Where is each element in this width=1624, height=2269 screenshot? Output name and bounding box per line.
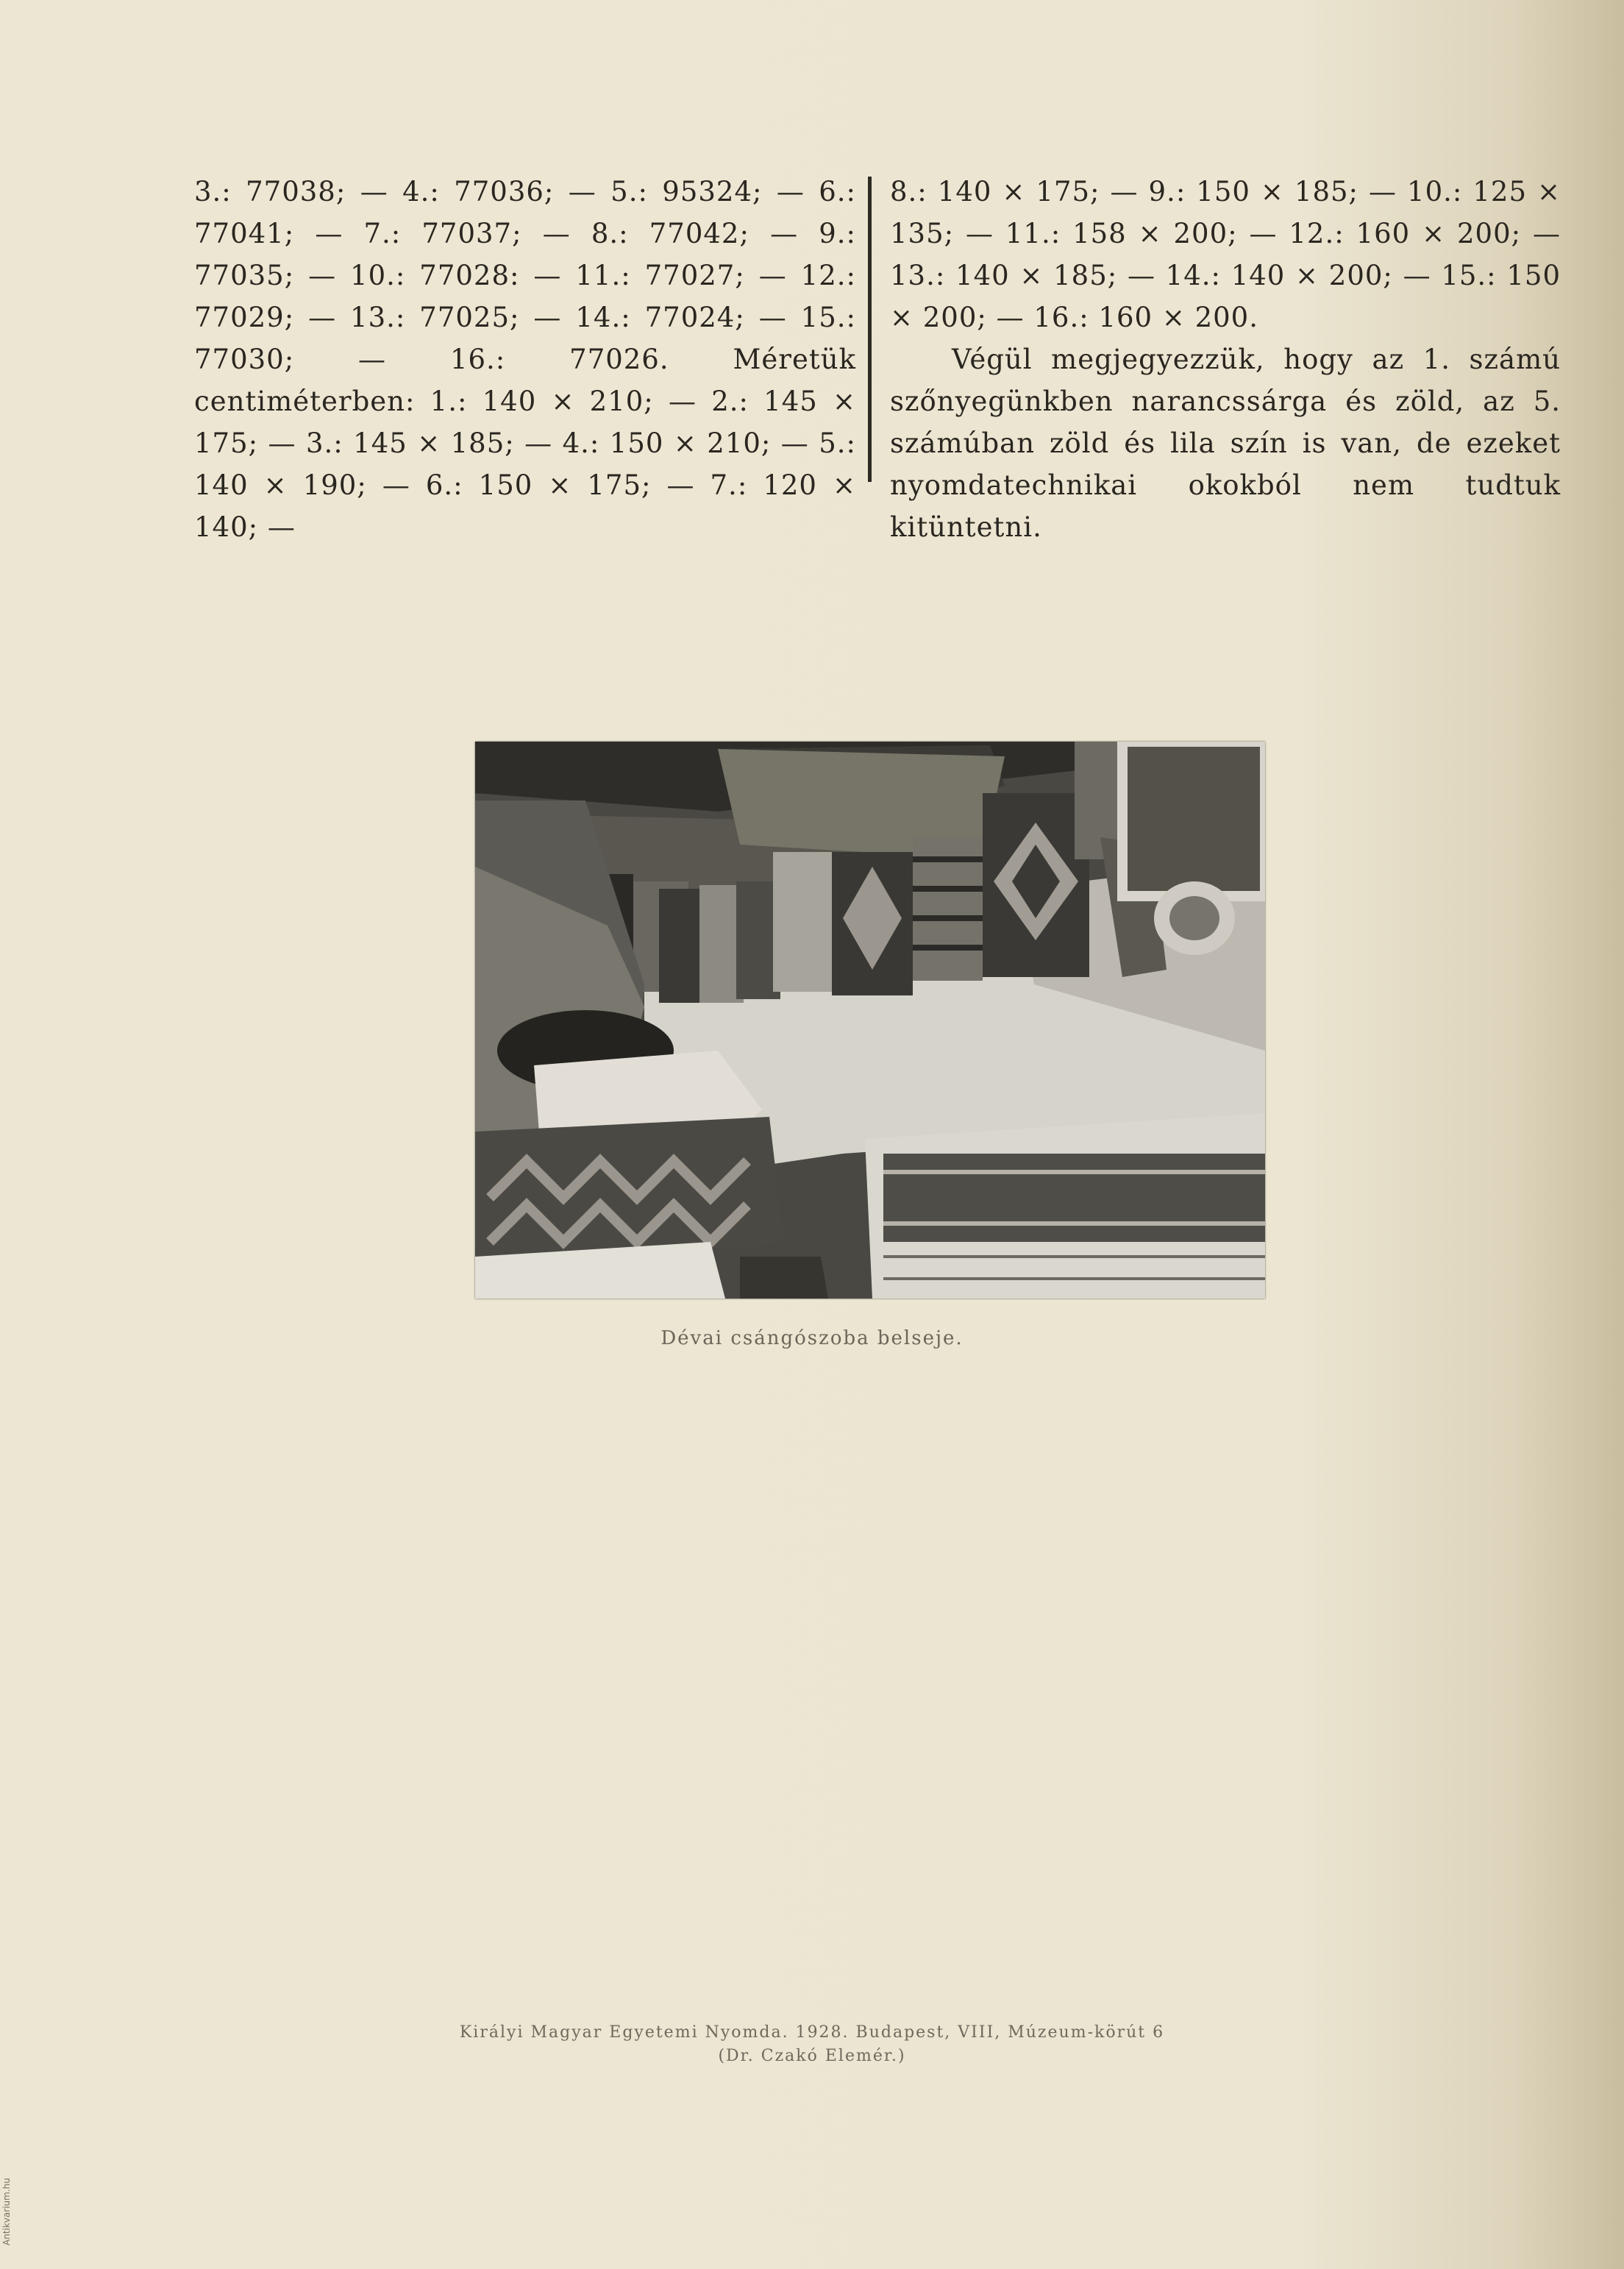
right-text-column <box>890 171 1561 548</box>
column-divider <box>868 177 872 482</box>
figure-caption: Dévai csángószoba belseje. <box>660 1327 964 1349</box>
photograph-illustration <box>475 742 1265 1299</box>
left-column-paragraph: 3.: 77038; — 4.: 77036; — 5.: 95324; — 6.: 77041; — 7.: 77037; — 8.: 77042; — 9.: 77035; — 10.: 77028: — 11.: 77027; — 12.: 77029; — 13.: 77025; — 14.: 77024; — 15.: 77030; — 16.: 77026. Méretük centiméterben: 1.: 140 × 210; — 2.: 145 × 175; — 3.: 145 × 185; — 4.: 150 × 210; — 5.: 140 × 190; — 6.: 150 × 175; — 7.: 120 × 140; — <box>194 176 856 543</box>
left-text-column <box>194 171 856 548</box>
corner-watermark: Antikvarium.hu <box>1 2178 12 2245</box>
printer-imprint: Királyi Magyar Egyetemi Nyomda. 1928. Budapest, VIII, Múzeum-körút 6 <box>459 2023 1165 2042</box>
right-column-paragraph-dimensions: 8.: 140 × 175; — 9.: 150 × 185; — 10.: 125 × 135; — 11.: 158 × 200; — 12.: 160 × 200; — 13.: 140 × 185; — 14.: 140 × 200; — 15.: 150 × 200; — 16.: 160 × 200. <box>890 176 1561 333</box>
table-cloth <box>865 1113 1265 1299</box>
right-column-paragraph-note: Végül megjegyezzük, hogy az 1. számú szőnyegünkben narancssárga és zöld, az 5. számúban zöld és lila szín is van, de ezeket nyomdatechnikai okokból nem tudtuk kitüntetni. <box>890 344 1561 543</box>
printer-imprint-person: (Dr. Czakó Elemér.) <box>718 2047 906 2065</box>
interior-photograph <box>475 742 1265 1299</box>
